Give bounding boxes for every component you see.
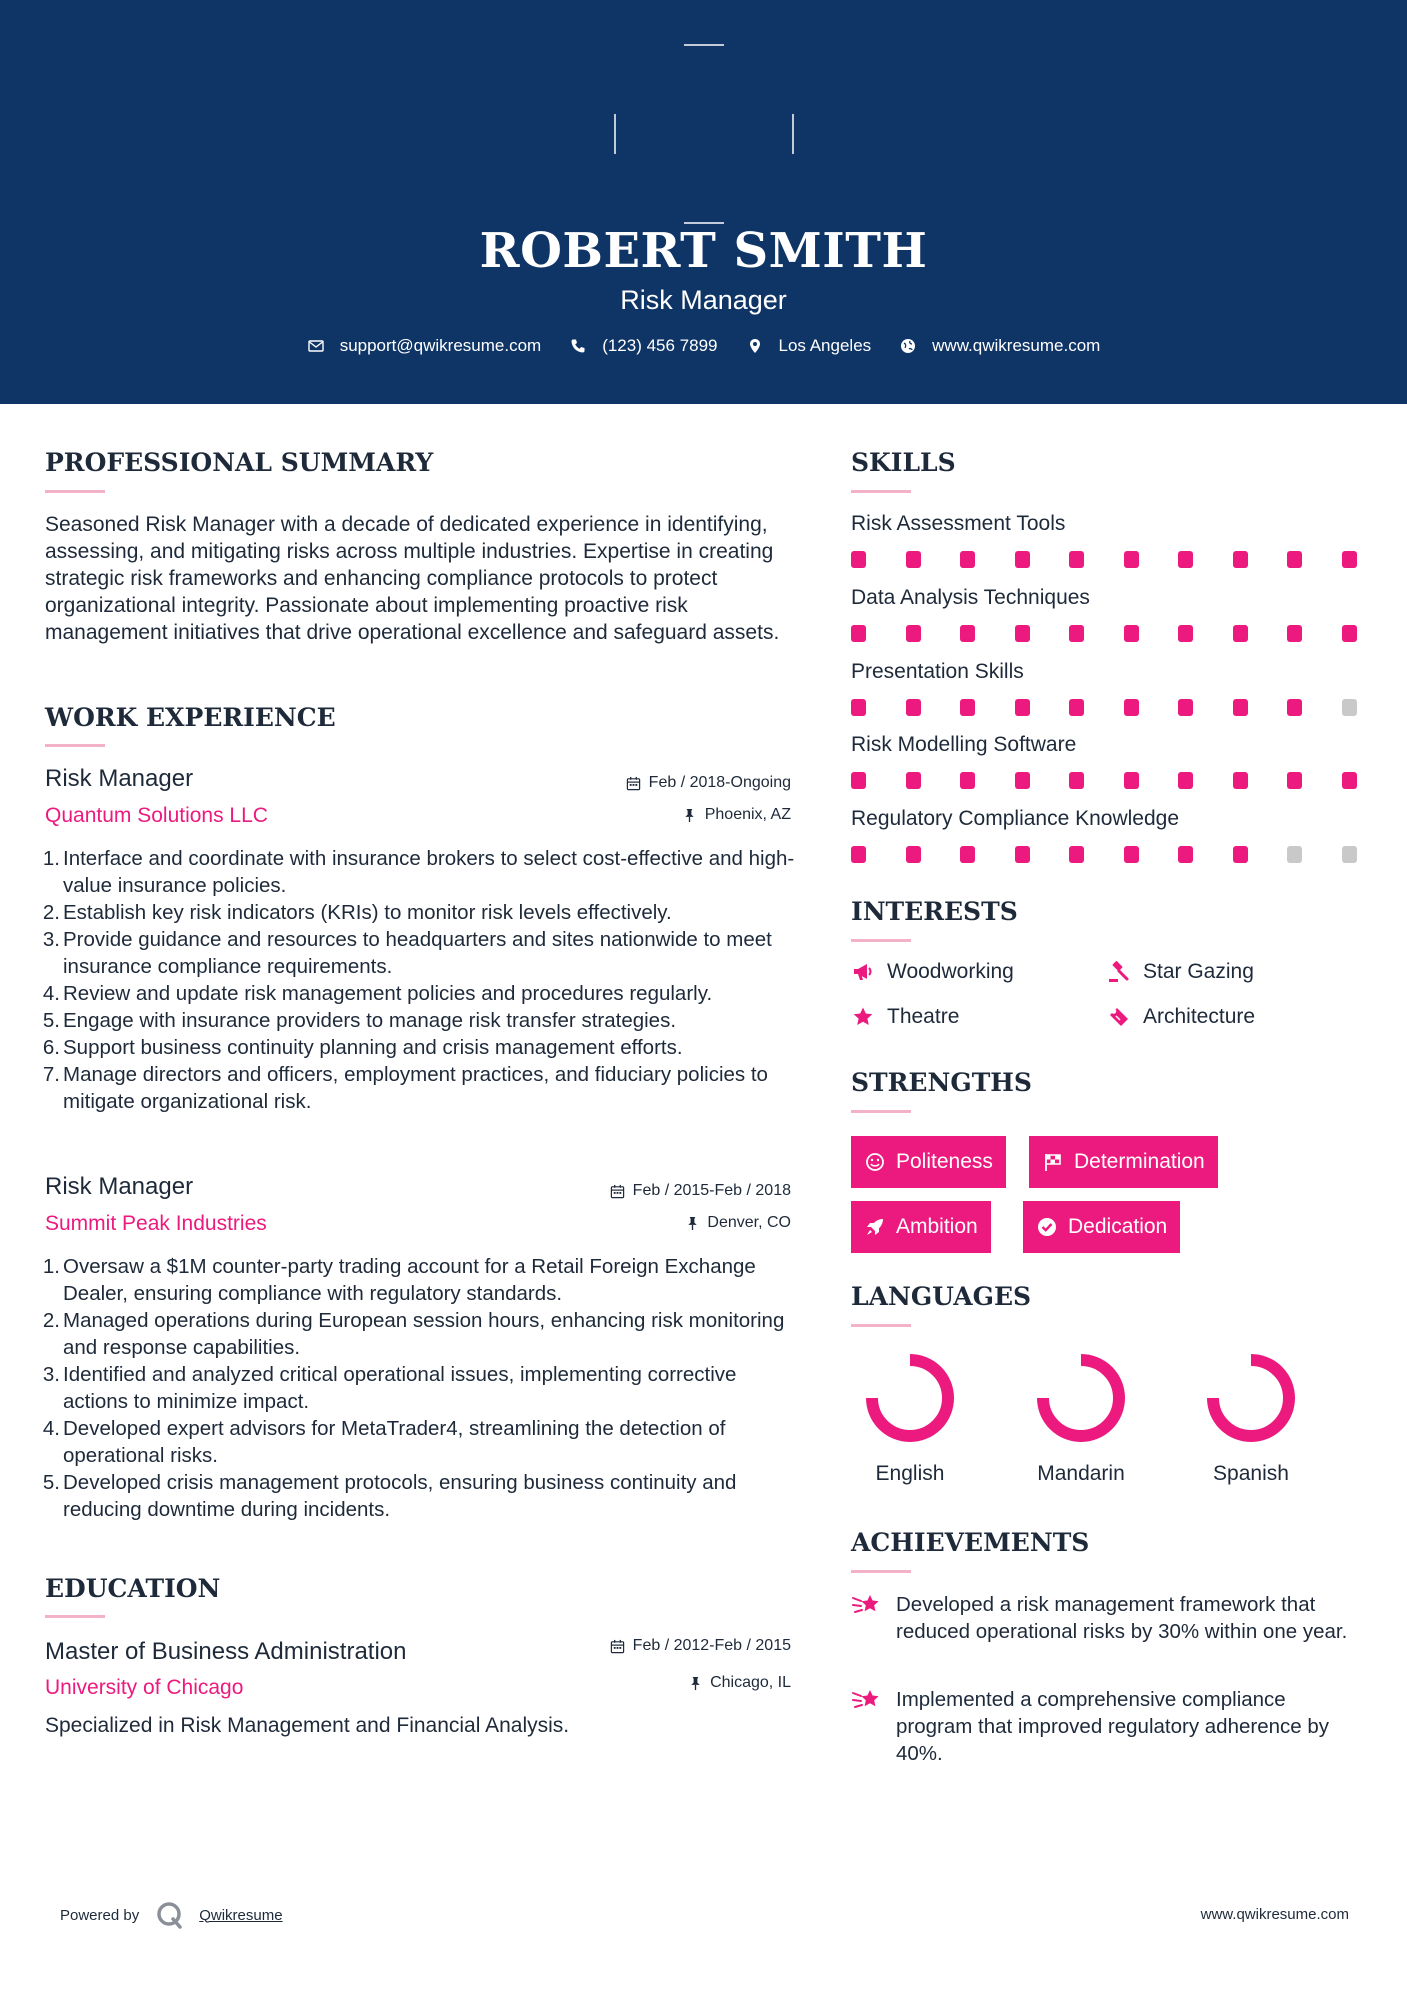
- skill-dot: [1178, 551, 1193, 568]
- language-ring: [1203, 1350, 1299, 1446]
- language-ring-arc: [1213, 1360, 1289, 1436]
- skill-dot: [851, 846, 866, 863]
- shooting-star-icon: [851, 1589, 885, 1623]
- pushpin-icon: [681, 806, 699, 824]
- skill-dot: [1233, 699, 1248, 716]
- skill-dot: [1178, 772, 1193, 789]
- skill-dot: [960, 699, 975, 716]
- section-title-education: EDUCATION: [45, 1574, 221, 1603]
- calendar-icon: [625, 774, 643, 792]
- skill-item: Risk Modelling Software: [851, 733, 1371, 790]
- interest-item: Woodworking: [851, 960, 1014, 984]
- star-icon: [851, 1005, 875, 1029]
- skill-dot: [1342, 625, 1357, 642]
- achievement-item: Implemented a comprehensive compliance program that improved regulatory adherence by 40%.: [851, 1686, 1371, 1767]
- skill-dot: [1124, 625, 1139, 642]
- contact-phone[interactable]: (123) 456 7899: [569, 336, 717, 356]
- job-date: Feb / 2015-Feb / 2018: [609, 1182, 791, 1200]
- gavel-icon: [1107, 960, 1131, 984]
- skill-dot: [1178, 625, 1193, 642]
- skill-dot: [851, 551, 866, 568]
- skill-rating: [851, 625, 1371, 643]
- section-rule: [851, 1570, 911, 1573]
- skill-dot: [960, 772, 975, 789]
- skill-dot: [1287, 699, 1302, 716]
- job-title: Risk Manager: [45, 1173, 194, 1200]
- skill-dot: [906, 551, 921, 568]
- footer-brand-link[interactable]: Qwikresume: [199, 1906, 283, 1924]
- footer-powered-by: Powered by Qwikresume: [60, 1900, 283, 1930]
- phone-icon: [569, 337, 587, 355]
- section-rule: [45, 1615, 105, 1618]
- skill-dot: [1015, 846, 1030, 863]
- skill-dot: [1233, 551, 1248, 568]
- summary-text: Seasoned Risk Manager with a decade of dedicated experience in identifying, assessing, and mitigating risks across multiple industries. Expertise in creating strategic risk frameworks and enhancing compliance protocols to protect organizational integrity. Passionate about implementing proactive risk management initiatives that drive operational excellence and safeguard assets.: [45, 513, 780, 644]
- skill-item: Risk Assessment Tools: [851, 512, 1371, 569]
- contact-bar: [0, 336, 1407, 356]
- candidate-name: ROBERT SMITH: [479, 223, 928, 279]
- skill-dot: [1287, 846, 1302, 863]
- section-title-interests: INTERESTS: [851, 897, 1018, 926]
- skill-item: Regulatory Compliance Knowledge: [851, 807, 1371, 864]
- calendar-icon: [609, 1637, 627, 1655]
- skill-dot: [1015, 551, 1030, 568]
- photo-placeholder: [614, 44, 794, 224]
- section-title-languages: LANGUAGES: [851, 1282, 1032, 1311]
- skill-dot: [906, 846, 921, 863]
- skill-dot: [960, 625, 975, 642]
- skill-dot: [1069, 699, 1084, 716]
- strength-chip: Politeness: [851, 1136, 1006, 1188]
- skill-dot: [1124, 772, 1139, 789]
- language-ring: [1033, 1350, 1129, 1446]
- list-item: 5. Engage with insurance providers to manage risk transfer strategies.: [42, 1009, 677, 1032]
- skill-rating: [851, 699, 1371, 717]
- skill-dot: [1015, 699, 1030, 716]
- strength-chip: Determination: [1029, 1136, 1218, 1188]
- skill-dot: [1233, 772, 1248, 789]
- list-item: 4. Developed expert advisors for MetaTrader4, streamlining the detection of operational risks.: [42, 1417, 726, 1467]
- skill-dot: [1069, 846, 1084, 863]
- skill-rating: [851, 772, 1371, 790]
- job-date: Feb / 2018-Ongoing: [625, 774, 791, 792]
- map-pin-icon: [746, 337, 764, 355]
- check-circle-icon: [1036, 1216, 1058, 1238]
- footer-url-link[interactable]: www.qwikresume.com: [1200, 1906, 1349, 1923]
- shooting-star-icon: [851, 1684, 885, 1718]
- skill-dot: [1233, 846, 1248, 863]
- list-item: 3. Provide guidance and resources to headquarters and sites nationwide to meet insurance compliance requirements.: [42, 928, 772, 978]
- list-item: 3. Identified and analyzed critical operational issues, implementing corrective actions to minimize impact.: [42, 1363, 737, 1413]
- skill-rating: [851, 846, 1371, 864]
- skill-dot: [1069, 551, 1084, 568]
- skill-item: Data Analysis Techniques: [851, 586, 1371, 643]
- list-item: 7. Manage directors and officers, employment practices, and fiduciary policies to mitigate organizational risk.: [42, 1063, 768, 1113]
- skill-dot: [906, 625, 921, 642]
- education-description: Specialized in Risk Management and Financial Analysis.: [45, 1714, 570, 1737]
- skill-rating: [851, 551, 1371, 569]
- skill-dot: [1124, 551, 1139, 568]
- section-rule: [851, 490, 911, 493]
- list-item: 5. Developed crisis management protocols, ensuring business continuity and reducing downtime during incidents.: [42, 1471, 737, 1521]
- megaphone-icon: [851, 960, 875, 984]
- education-location: Chicago, IL: [686, 1674, 791, 1692]
- calendar-icon: [609, 1182, 627, 1200]
- skill-dot: [1287, 551, 1302, 568]
- list-item: 1. Oversaw a $1M counter-party trading account for a Retail Foreign Exchange Dealer, ensuring compliance with regulatory standards.: [42, 1255, 756, 1305]
- strength-chip: Ambition: [851, 1201, 991, 1253]
- qwikresume-logo-icon: [155, 1900, 185, 1930]
- envelope-icon: [307, 337, 325, 355]
- section-title-summary: PROFESSIONAL SUMMARY: [45, 448, 434, 477]
- language-item: English: [845, 1350, 975, 1486]
- section-title-strengths: STRENGTHS: [851, 1068, 1032, 1097]
- skill-dot: [1124, 846, 1139, 863]
- skill-dot: [960, 551, 975, 568]
- company-name: Summit Peak Industries: [45, 1212, 267, 1235]
- skill-dot: [1178, 846, 1193, 863]
- list-item: 2. Managed operations during European session hours, enhancing risk monitoring and response capabilities.: [42, 1309, 785, 1359]
- language-ring-arc: [872, 1360, 948, 1436]
- rocket-icon: [864, 1216, 886, 1238]
- skill-dot: [1342, 846, 1357, 863]
- company-name: Quantum Solutions LLC: [45, 804, 268, 827]
- list-item: 4. Review and update risk management policies and procedures regularly.: [42, 982, 713, 1005]
- education-date: Feb / 2012-Feb / 2015: [609, 1637, 791, 1655]
- skill-dot: [1342, 699, 1357, 716]
- section-title-achievements: ACHIEVEMENTS: [851, 1528, 1090, 1557]
- interest-item: Architecture: [1107, 1005, 1255, 1029]
- contact-email[interactable]: support@qwikresume.com: [307, 336, 542, 356]
- skill-dot: [1069, 772, 1084, 789]
- school-name: University of Chicago: [45, 1676, 244, 1699]
- smile-icon: [864, 1151, 886, 1173]
- skill-dot: [851, 625, 866, 642]
- skill-dot: [1233, 625, 1248, 642]
- interest-item: Theatre: [851, 1005, 959, 1029]
- degree-title: Master of Business Administration: [45, 1638, 407, 1665]
- list-item: 1. Interface and coordinate with insurance brokers to select cost-effective and high-value insurance policies.: [42, 847, 795, 897]
- achievement-item: Developed a risk management framework that reduced operational risks by 30% within one year.: [851, 1591, 1371, 1645]
- candidate-role: Risk Manager: [620, 285, 787, 315]
- language-item: Spanish: [1186, 1350, 1316, 1486]
- skill-dot: [851, 699, 866, 716]
- resume-header: [0, 0, 1407, 404]
- section-rule: [45, 490, 105, 493]
- section-rule: [851, 1324, 911, 1327]
- section-rule: [851, 1110, 911, 1113]
- contact-website[interactable]: www.qwikresume.com: [899, 336, 1100, 356]
- flag-icon: [1042, 1151, 1064, 1173]
- skill-dot: [1124, 699, 1139, 716]
- interest-item: Star Gazing: [1107, 960, 1254, 984]
- list-item: 2. Establish key risk indicators (KRIs) to monitor risk levels effectively.: [42, 901, 672, 924]
- job-bullet-list: [42, 1253, 800, 1523]
- skill-dot: [906, 699, 921, 716]
- skill-dot: [1178, 699, 1193, 716]
- section-rule: [851, 939, 911, 942]
- skill-dot: [1342, 551, 1357, 568]
- contact-location: Los Angeles: [746, 336, 872, 356]
- skill-dot: [1287, 772, 1302, 789]
- skill-dot: [906, 772, 921, 789]
- job-title: Risk Manager: [45, 765, 194, 792]
- skill-dot: [960, 846, 975, 863]
- strength-chip: Dedication: [1023, 1201, 1180, 1253]
- ticket-icon: [1107, 1005, 1131, 1029]
- list-item: 6. Support business continuity planning and crisis management efforts.: [42, 1036, 683, 1059]
- language-item: Mandarin: [1016, 1350, 1146, 1486]
- section-rule: [45, 744, 105, 747]
- job-bullet-list: [42, 845, 800, 1115]
- skill-dot: [1342, 772, 1357, 789]
- skill-dot: [1015, 625, 1030, 642]
- job-location: Phoenix, AZ: [681, 806, 791, 824]
- section-title-experience: WORK EXPERIENCE: [45, 703, 336, 732]
- skill-dot: [1069, 625, 1084, 642]
- job-location: Denver, CO: [683, 1214, 791, 1232]
- language-ring: [862, 1350, 958, 1446]
- skill-dot: [1015, 772, 1030, 789]
- globe-icon: [899, 337, 917, 355]
- skill-dot: [851, 772, 866, 789]
- pushpin-icon: [683, 1214, 701, 1232]
- skill-dot: [1287, 625, 1302, 642]
- section-title-skills: SKILLS: [851, 448, 956, 477]
- language-ring-arc: [1043, 1360, 1119, 1436]
- pushpin-icon: [686, 1674, 704, 1692]
- skill-item: Presentation Skills: [851, 660, 1371, 717]
